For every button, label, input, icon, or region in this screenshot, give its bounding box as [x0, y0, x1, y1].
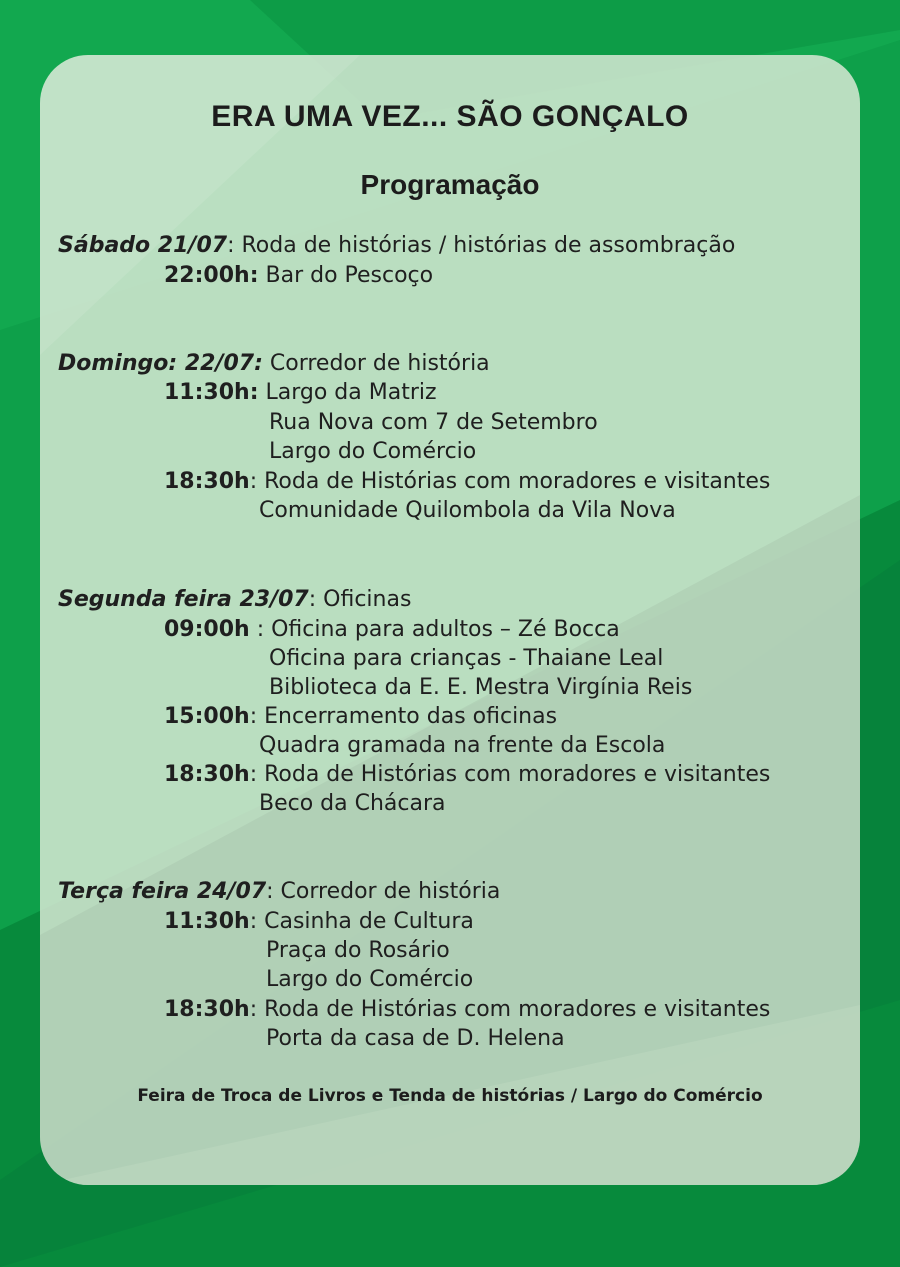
day-4-slot-1-time: 11:30h: [164, 909, 250, 934]
day-2-slot-1-location-1: Rua Nova com 7 de Setembro: [269, 410, 598, 435]
day-2-slot-1-text: Largo da Matriz: [258, 380, 437, 405]
page-subtitle: Programação: [360, 169, 540, 200]
page-title: ERA UMA VEZ... SÃO GONÇALO: [211, 100, 689, 133]
day-1-separator: :: [227, 233, 235, 258]
day-3-separator: :: [308, 587, 317, 612]
day-4-heading: [58, 877, 500, 907]
day-3-slot-1-time: 09:00h: [164, 617, 250, 642]
day-3-slot-2: [164, 702, 557, 732]
day-1-heading: [58, 231, 735, 261]
day-3-slot-3-time: 18:30h: [164, 762, 250, 787]
day-3-slot-2-location-1: Quadra gramada na frente da Escola: [259, 733, 666, 758]
day-2-slot-1-location-2: Largo do Comércio: [269, 439, 477, 464]
day-3-slot-1-location-1: Oficina para crianças - Thaiane Leal: [269, 646, 664, 671]
day-2-slot-2-time: 18:30h: [164, 469, 250, 494]
day-4-separator: :: [266, 879, 274, 904]
day-2-slot-2: [164, 467, 770, 497]
day-3-heading: [58, 585, 411, 615]
day-1-slot-1: [164, 261, 433, 291]
day-4-date: Terça feira 24/07: [58, 879, 267, 904]
day-2-slot-1: [164, 378, 437, 408]
day-1-slot-1-time: 22:00h:: [164, 263, 259, 288]
day-4-slot-1: [164, 907, 474, 937]
day-3-event: Oficinas: [316, 587, 412, 612]
day-4-slot-2-text: : Roda de Histórias com moradores e visitantes: [249, 997, 771, 1022]
day-1-date: Sábado 21/07: [58, 233, 228, 258]
day-1-slot-1-text: Bar do Pescoço: [258, 263, 434, 288]
day-2-event: Corredor de história: [262, 351, 490, 376]
day-3-slot-2-time: 15:00h: [164, 704, 250, 729]
day-3-slot-1: [164, 615, 620, 645]
day-3-slot-3: [164, 760, 770, 790]
day-4-slot-2-time: 18:30h: [164, 997, 250, 1022]
day-3-slot-2-text: : Encerramento das oficinas: [249, 704, 558, 729]
day-4-slot-2-location-1: Porta da casa de D. Helena: [266, 1026, 565, 1051]
day-2-slot-2-location-1: Comunidade Quilombola da Vila Nova: [259, 498, 676, 523]
day-4-slot-2: [164, 995, 770, 1025]
program-content: [40, 55, 860, 1185]
day-3-slot-1-text: : Oficina para adultos – Zé Bocca: [249, 617, 620, 642]
day-3-slot-1-location-2: Biblioteca da E. E. Mestra Virgínia Reis: [269, 675, 693, 700]
day-4-slot-1-text: : Casinha de Cultura: [249, 909, 474, 934]
day-3-slot-3-location-1: Beco da Chácara: [259, 791, 446, 816]
day-4-slot-1-location-2: Largo do Comércio: [266, 967, 474, 992]
day-1-event: Roda de histórias / histórias de assombração: [234, 233, 736, 258]
day-2-heading: [58, 349, 490, 379]
day-3-slot-3-text: : Roda de Histórias com moradores e visitantes: [249, 762, 771, 787]
day-3-date: Segunda feira 23/07: [58, 587, 309, 612]
day-4-event: Corredor de história: [273, 879, 501, 904]
day-2-slot-1-time: 11:30h:: [164, 380, 259, 405]
program-panel: [40, 55, 860, 1185]
day-2-date: Domingo: 22/07:: [58, 351, 263, 376]
day-4-slot-1-location-1: Praça do Rosário: [266, 938, 450, 963]
day-2-slot-2-text: : Roda de Histórias com moradores e visitantes: [249, 469, 771, 494]
footer-note: Feira de Troca de Livros e Tenda de histórias / Largo do Comércio: [137, 1086, 763, 1106]
